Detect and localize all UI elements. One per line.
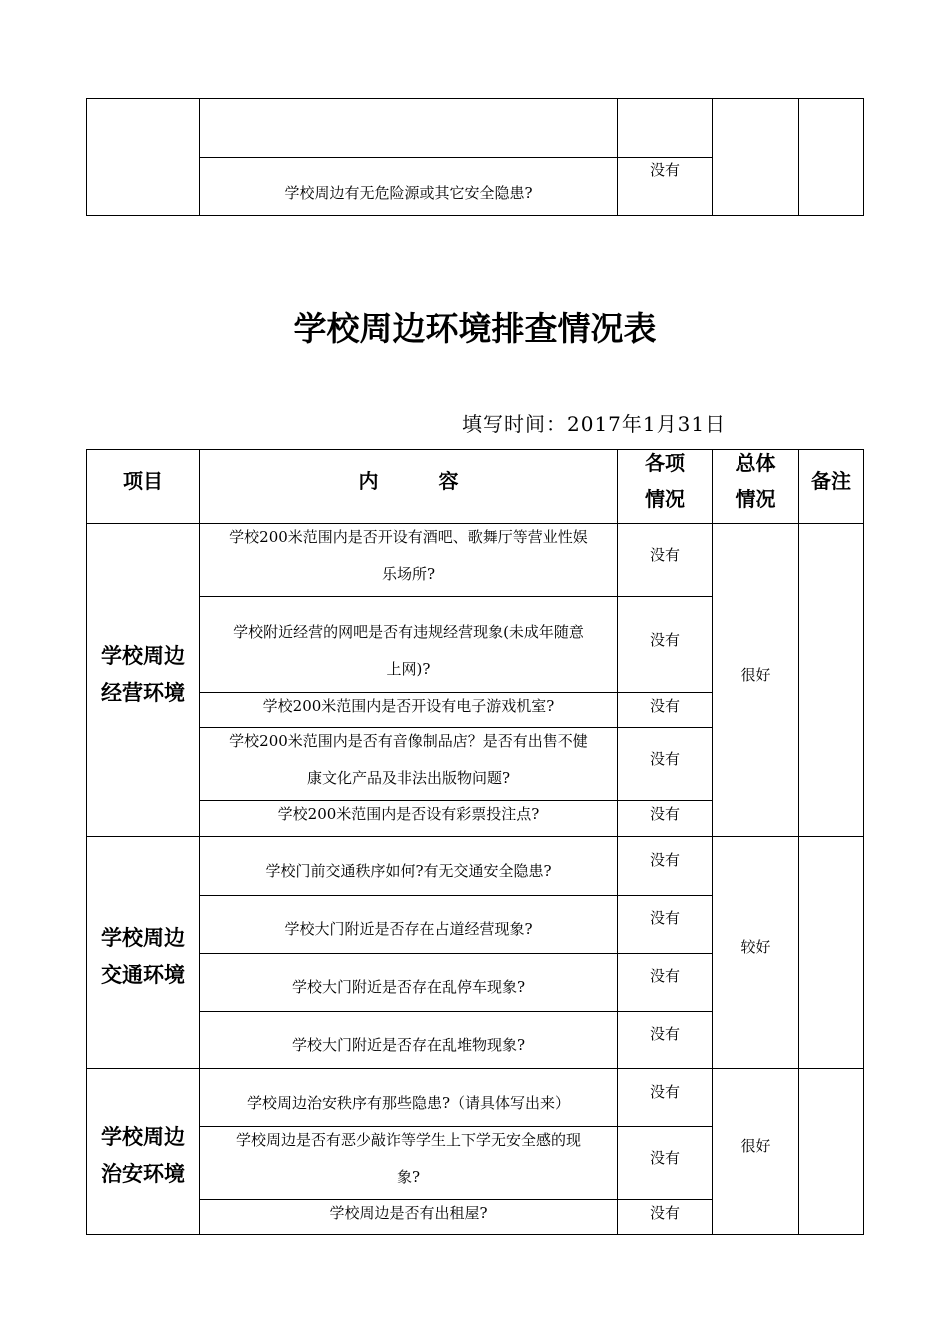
question-text: 学校大门附近是否存在乱停车现象? xyxy=(291,978,526,996)
header-content: 内 容 xyxy=(358,469,459,493)
question-text: 上网)? xyxy=(386,660,431,678)
question-text: 学校200米范围内是否设有彩票投注点? xyxy=(277,805,540,823)
question-text: 学校周边治安秩序有那些隐患?（请具体写出来） xyxy=(246,1094,571,1112)
status-text: 没有 xyxy=(649,697,680,715)
status-text: 没有 xyxy=(649,1083,680,1101)
table-divider xyxy=(798,449,799,1235)
question-text: 学校周边是否有恶少敲诈等学生上下学无安全感的现 xyxy=(235,1131,581,1149)
table-divider xyxy=(199,1011,712,1012)
overall-status: 较好 xyxy=(740,938,771,956)
header-overall-line1: 总体 xyxy=(735,451,776,475)
category-label: 交通环境 xyxy=(101,963,185,987)
header-each-line2: 情况 xyxy=(645,487,685,511)
status-text: 没有 xyxy=(649,546,680,564)
status-text: 没有 xyxy=(649,161,680,179)
header-remark: 备注 xyxy=(811,469,851,493)
question-text: 学校200米范围内是否开设有酒吧、歌舞厅等营业性娱 xyxy=(229,528,588,546)
category-label: 学校周边 xyxy=(101,644,185,668)
table-divider xyxy=(86,836,864,837)
question-text: 学校200米范围内是否开设有电子游戏机室? xyxy=(262,697,555,715)
question-text: 学校门前交通秩序如何?有无交通安全隐患? xyxy=(265,862,552,880)
question-text: 学校200米范围内是否有音像制品店？是否有出售不健 xyxy=(229,732,588,750)
header-each-line1: 各项 xyxy=(645,451,685,475)
status-text: 没有 xyxy=(649,1204,680,1222)
status-text: 没有 xyxy=(649,1025,680,1043)
table-divider xyxy=(712,449,713,1235)
category-label: 治安环境 xyxy=(101,1162,185,1186)
overall-status: 很好 xyxy=(740,666,771,684)
fill-date: 填写时间：2017年1月31日 xyxy=(462,412,727,436)
question-text: 学校周边是否有出租屋? xyxy=(329,1204,488,1222)
question-text: 学校周边有无危险源或其它安全隐患? xyxy=(284,184,533,202)
question-text: 乐场所? xyxy=(381,565,436,583)
question-text: 象? xyxy=(396,1168,421,1186)
table-divider xyxy=(86,1068,864,1069)
question-text: 学校大门附近是否存在乱堆物现象? xyxy=(291,1036,526,1054)
page-title: 学校周边环境排查情况表 xyxy=(293,309,657,348)
table-divider xyxy=(199,596,712,597)
category-label: 学校周边 xyxy=(101,926,185,950)
status-text: 没有 xyxy=(649,805,680,823)
table-divider xyxy=(712,98,713,216)
category-label: 经营环境 xyxy=(101,681,185,705)
category-label: 学校周边 xyxy=(101,1125,185,1149)
table-divider xyxy=(798,98,799,216)
header-overall-line2: 情况 xyxy=(735,487,776,511)
question-text: 康文化产品及非法出版物问题? xyxy=(306,769,511,787)
question-text: 学校大门附近是否存在占道经营现象? xyxy=(284,920,533,938)
table-divider xyxy=(199,895,712,896)
status-text: 没有 xyxy=(649,1149,680,1167)
status-text: 没有 xyxy=(649,851,680,869)
header-item: 项目 xyxy=(123,469,163,493)
table-divider xyxy=(199,953,712,954)
status-text: 没有 xyxy=(649,750,680,768)
status-text: 没有 xyxy=(649,631,680,649)
status-text: 没有 xyxy=(649,967,680,985)
overall-status: 很好 xyxy=(740,1137,771,1155)
question-text: 学校附近经营的网吧是否有违规经营现象(未成年随意 xyxy=(233,623,584,641)
status-text: 没有 xyxy=(649,909,680,927)
